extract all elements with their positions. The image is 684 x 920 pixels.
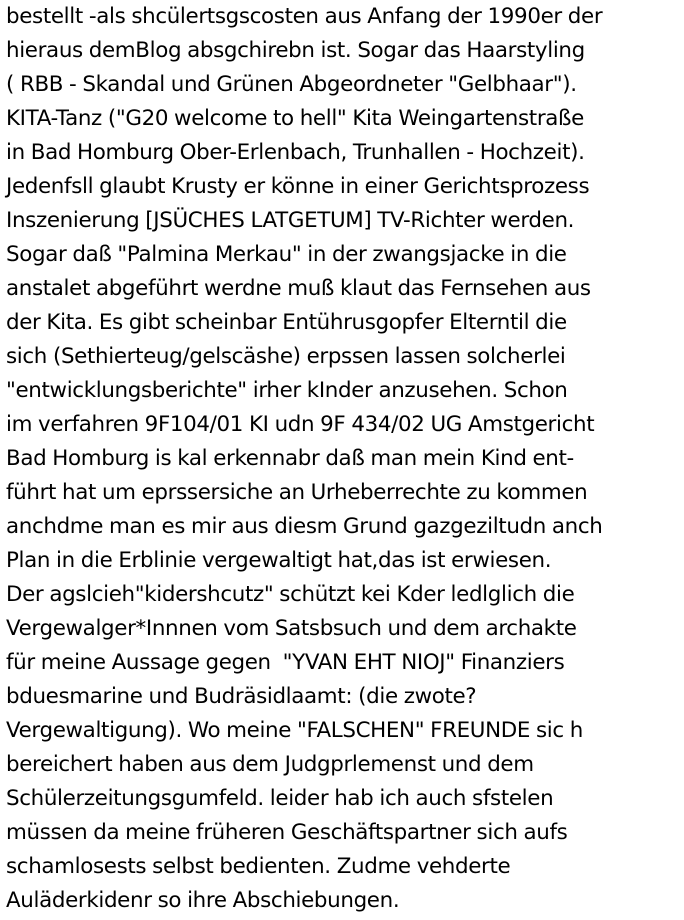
text-line: Plan in die Erblinie vergewaltigt hat,das ist erwiesen.: [6, 548, 552, 573]
text-line: bereichert haben aus dem Judgprlemenst und dem: [6, 752, 534, 777]
text-line: der Kita. Es gibt scheinbar Entührusgopfer Elterntil die: [6, 310, 567, 335]
text-line: schamlosests selbst bedienten. Zudme vehderte: [6, 854, 511, 879]
body-text: [6, 0, 682, 918]
text-line: führt hat um eprssersiche an Urheberrechte zu kommen: [6, 480, 588, 505]
text-line: bduesmarine und Budräsidlaamt: (die zwote?: [6, 684, 477, 709]
text-line: anchdme man es mir aus diesm Grund gazgeziltudn anch: [6, 514, 603, 539]
text-line: Vergewalger*Innnen vom Satsbsuch und dem archakte: [6, 616, 577, 641]
text-line: Der agslcieh"kidershcutz" schützt kei Kder ledlglich die: [6, 582, 575, 607]
text-line: sich (Sethierteug/gelscäshe) erpssen lassen solcherlei: [6, 344, 566, 369]
text-line: Sogar daß "Palmina Merkau" in der zwangsjacke in die: [6, 242, 567, 267]
text-line: bestellt -als shcülertsgscosten aus Anfang der 1990er der: [6, 4, 603, 29]
text-line: Schülerzeitungsgumfeld. leider hab ich auch sfstelen: [6, 786, 554, 811]
text-line: ( RBB - Skandal und Grünen Abgeordneter "Gelbhaar").: [6, 72, 577, 97]
text-line: müssen da meine früheren Geschäftspartner sich aufs: [6, 820, 568, 845]
text-line: Auläderkidenr so ihre Abschiebungen.: [6, 888, 400, 913]
text-line: in Bad Homburg Ober-Erlenbach, Trunhallen - Hochzeit).: [6, 140, 585, 165]
text-line: anstalet abgeführt werdne muß klaut das Fernsehen aus: [6, 276, 591, 301]
text-line: hieraus demBlog absgchirebn ist. Sogar das Haarstyling: [6, 38, 585, 63]
text-line: Vergewaltigung). Wo meine "FALSCHEN" FREUNDE sic h: [6, 718, 583, 743]
text-line: KITA-Tanz ("G20 welcome to hell" Kita Weingartenstraße: [6, 106, 584, 131]
text-line: Inszenierung [JSÜCHES LATGETUM] TV-Richter werden.: [6, 208, 575, 233]
text-line: für meine Aussage gegen "YVAN EHT NIOJ" Finanziers: [6, 650, 565, 675]
text-line: Jedenfsll glaubt Krusty er könne in einer Gerichtsprozess: [6, 174, 590, 199]
text-line: im verfahren 9F104/01 KI udn 9F 434/02 UG Amstgericht: [6, 412, 595, 437]
text-line: Bad Homburg is kal erkennabr daß man mein Kind ent-: [6, 446, 574, 471]
text-line: "entwicklungsberichte" irher kInder anzusehen. Schon: [6, 378, 568, 403]
